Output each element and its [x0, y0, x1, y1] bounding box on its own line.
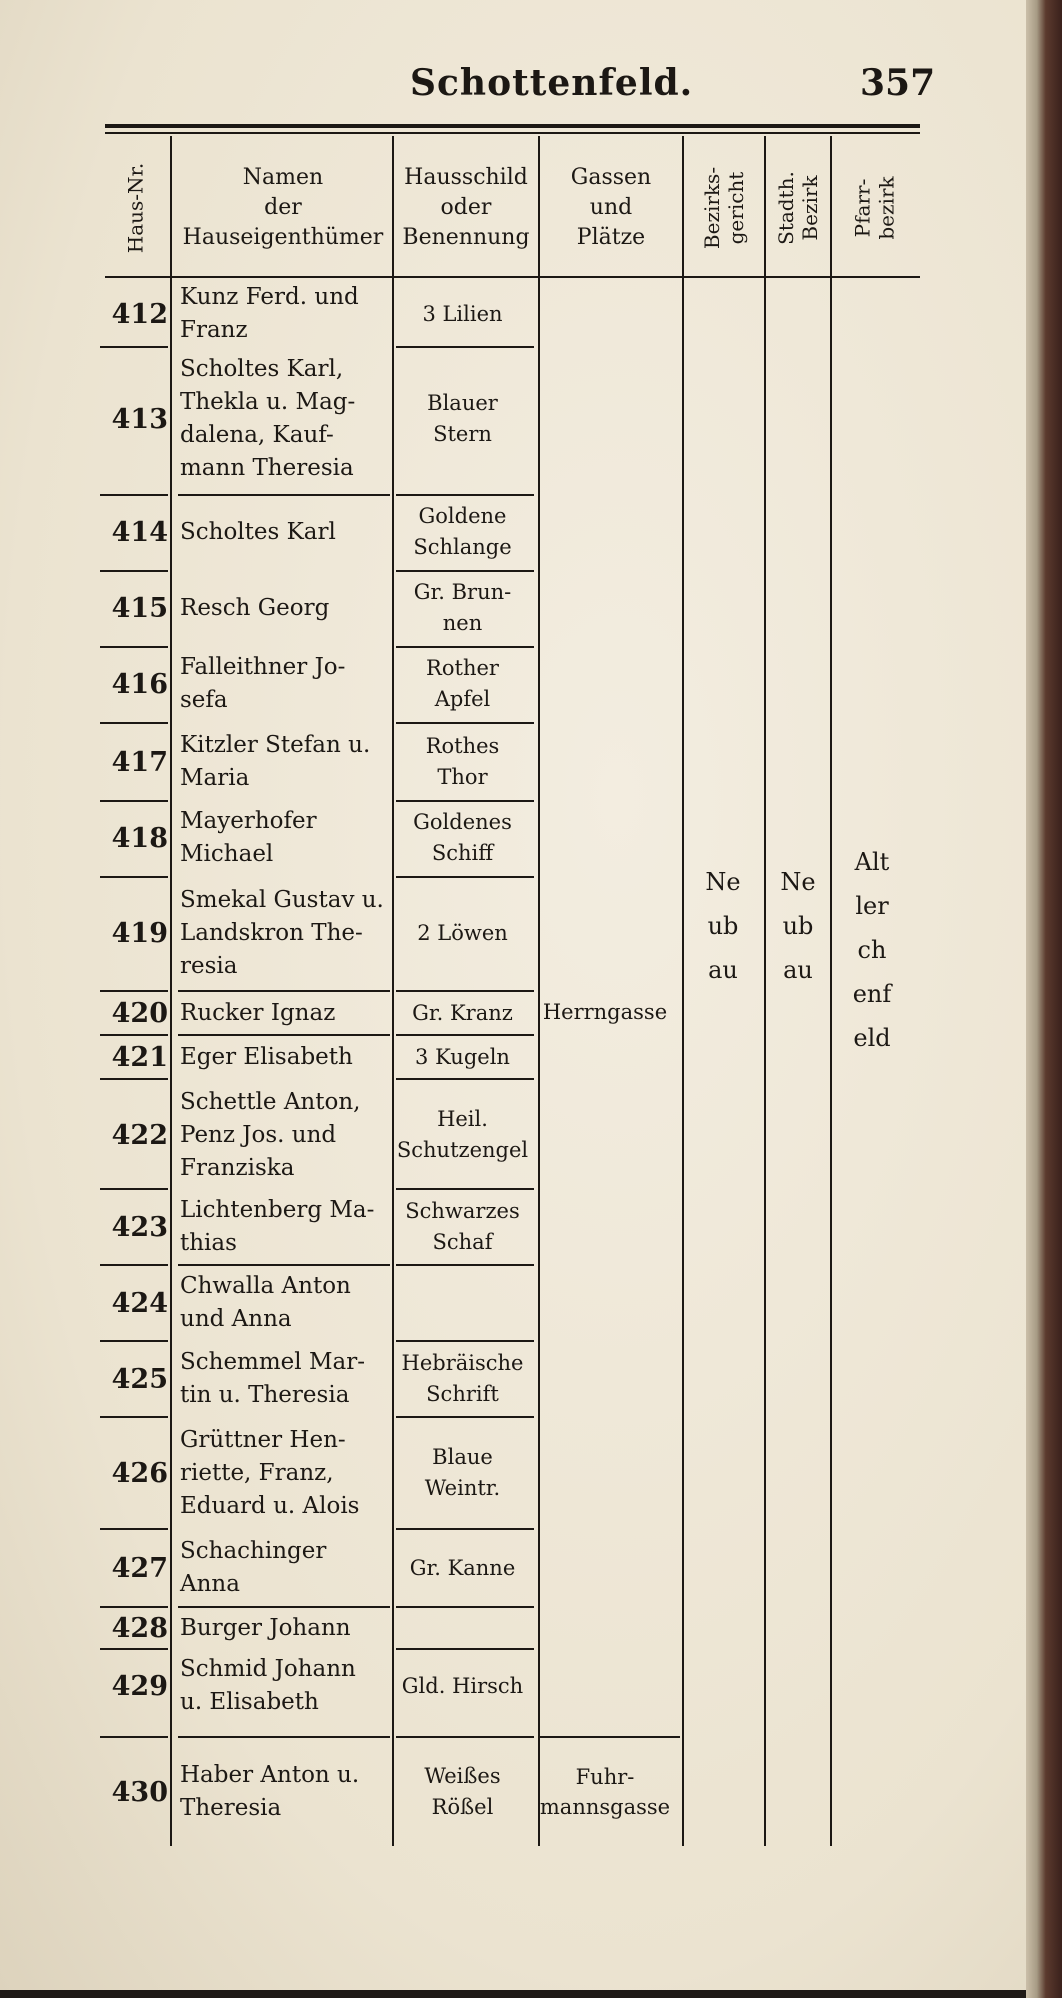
house-number: 414 — [111, 516, 168, 548]
row-divider — [178, 494, 390, 496]
house-sign: Gr. Kranz — [412, 1000, 513, 1025]
house-sign: Weißes Rößel — [424, 1764, 501, 1819]
house-number: 429 — [111, 1670, 168, 1702]
owner-name: Kunz Ferd. und Franz — [180, 284, 359, 343]
house-sign: 3 Kugeln — [415, 1044, 510, 1069]
row-divider — [396, 1188, 534, 1190]
house-sign: Blauer Stern — [427, 391, 498, 446]
house-number: 421 — [111, 1041, 168, 1073]
owner-name: Rucker Ignaz — [180, 999, 336, 1026]
house-sign: Heil. Schutzengel — [396, 1107, 529, 1162]
house-sign: 3 Lilien — [422, 301, 503, 326]
table-row — [0, 1266, 1030, 1340]
house-number: 425 — [111, 1363, 168, 1395]
house-number: 430 — [111, 1776, 168, 1808]
table-row — [0, 1608, 1030, 1648]
owner-name: Schmid Johann u. Elisabeth — [180, 1656, 356, 1715]
table-row — [0, 1418, 1030, 1528]
row-divider — [178, 990, 390, 992]
row-divider — [100, 722, 168, 724]
header-haus-nr: Haus-Nr. — [123, 162, 147, 253]
row-divider — [100, 1606, 168, 1608]
row-divider — [178, 1606, 390, 1608]
row-divider — [100, 1188, 168, 1190]
house-sign: Rothes Thor — [425, 734, 500, 789]
row-divider — [100, 494, 168, 496]
top-rule — [105, 124, 920, 128]
owner-name: Haber Anton u. Theresia — [180, 1762, 360, 1821]
house-sign: Gr. Kanne — [409, 1555, 516, 1580]
table-row — [0, 1190, 1030, 1264]
house-number: 427 — [111, 1552, 168, 1584]
house-number: 423 — [111, 1211, 168, 1243]
table-row — [0, 1080, 1030, 1190]
owner-name: Scholtes Karl, Thekla u. Mag- dalena, Kauf- mann Theresia — [180, 356, 356, 481]
row-divider — [396, 800, 534, 802]
house-number: 426 — [111, 1457, 168, 1489]
table-row — [0, 496, 1030, 568]
house-number: 417 — [111, 746, 168, 778]
row-divider — [396, 1034, 534, 1036]
table-row — [0, 1530, 1030, 1606]
house-number: 413 — [111, 403, 168, 435]
house-sign: 2 Löwen — [417, 920, 508, 945]
house-number: 415 — [111, 592, 168, 624]
row-divider — [100, 800, 168, 802]
house-number: 416 — [111, 668, 168, 700]
row-divider — [100, 1034, 168, 1036]
table-row — [0, 1742, 1030, 1842]
owner-name: Mayerhofer Michael — [180, 808, 317, 867]
owner-name: Resch Georg — [180, 594, 330, 621]
owner-name: Schemmel Mar- tin u. Theresia — [180, 1349, 365, 1408]
row-divider — [100, 1416, 168, 1418]
row-divider — [396, 1416, 534, 1418]
row-divider — [396, 876, 534, 878]
row-divider — [396, 1648, 534, 1650]
house-sign: Hebräische Schrift — [401, 1351, 524, 1406]
owner-name: Schachinger Anna — [180, 1538, 327, 1597]
row-divider — [178, 1034, 390, 1036]
row-divider — [100, 1648, 168, 1650]
row-divider — [396, 646, 534, 648]
header-bezirksgericht: Bezirks- gericht — [700, 166, 749, 249]
house-number: 419 — [111, 917, 168, 949]
row-divider — [396, 990, 534, 992]
house-sign: Goldene Schlange — [413, 504, 512, 559]
row-divider — [396, 570, 534, 572]
header-rule — [105, 276, 920, 278]
top-rule-thin — [105, 132, 920, 134]
stadth-bezirk-value: Neubau — [780, 868, 816, 984]
row-divider — [396, 346, 534, 348]
house-sign: Goldenes Schiff — [413, 810, 512, 865]
row-divider — [396, 722, 534, 724]
bezirksgericht-value: Neubau — [705, 868, 741, 984]
row-divider — [396, 494, 534, 496]
table-row — [0, 572, 1030, 644]
table-row — [0, 1650, 1030, 1722]
row-divider — [100, 646, 168, 648]
row-divider — [396, 1528, 534, 1530]
row-divider — [100, 876, 168, 878]
row-divider — [100, 1264, 168, 1266]
page-number: 357 — [860, 62, 936, 104]
table-row — [0, 282, 1030, 346]
row-divider — [396, 1736, 534, 1738]
owner-name: Lichtenberg Ma- thias — [180, 1197, 375, 1256]
row-divider — [540, 1736, 680, 1738]
house-number: 418 — [111, 822, 168, 854]
house-sign: Blaue Weintr. — [424, 1445, 501, 1500]
header-namen: Namen der Hauseigenthümer — [182, 164, 384, 250]
row-divider — [100, 346, 168, 348]
row-divider — [396, 1606, 534, 1608]
house-number: 428 — [111, 1612, 168, 1644]
pfarr-bezirk-value: Altlerchenfeld — [852, 848, 892, 1052]
owner-name: Schettle Anton, Penz Jos. und Franziska — [180, 1088, 361, 1181]
street-name: Fuhr- mannsgasse — [539, 1765, 671, 1819]
row-divider — [396, 1340, 534, 1342]
row-divider — [100, 990, 168, 992]
house-sign: Gr. Brun- nen — [413, 580, 512, 635]
row-divider — [178, 1736, 390, 1738]
header-hausschild: Hausschild oder Benennung — [402, 164, 530, 250]
house-number: 424 — [111, 1287, 168, 1319]
header-gassen: Gassen und Plätze — [570, 164, 652, 250]
house-number: 422 — [111, 1119, 168, 1151]
row-divider — [100, 1078, 168, 1080]
owner-name: Smekal Gustav u. Landskron The- resia — [180, 886, 384, 979]
row-divider — [178, 1264, 390, 1266]
street-name: Herrngasse — [542, 1000, 668, 1024]
header-stadth-bezirk: Stadth. Bezirk — [774, 170, 822, 245]
row-divider — [396, 1078, 534, 1080]
row-divider — [100, 1528, 168, 1530]
owner-name: Scholtes Karl — [180, 518, 336, 545]
house-sign — [395, 1266, 530, 1340]
house-sign — [395, 1608, 530, 1648]
house-sign: Gld. Hirsch — [401, 1673, 524, 1698]
row-divider — [100, 1736, 168, 1738]
house-sign: Rother Apfel — [426, 656, 499, 711]
owner-name: Eger Elisabeth — [180, 1043, 353, 1070]
running-head: Schottenfeld. — [410, 62, 694, 104]
owner-name: Grüttner Hen- riette, Franz, Eduard u. Alois — [180, 1426, 360, 1519]
header-pfarr-bezirk: Pfarr- bezirk — [850, 175, 899, 240]
owner-name: Burger Johann — [180, 1614, 351, 1641]
house-number: 412 — [111, 298, 168, 330]
owner-name: Chwalla Anton und Anna — [180, 1273, 351, 1332]
row-divider — [100, 1340, 168, 1342]
table-row — [0, 1342, 1030, 1416]
row-divider — [100, 570, 168, 572]
book-edge — [1026, 0, 1062, 1998]
owner-name: Falleithner Jo- sefa — [180, 654, 346, 713]
house-number: 420 — [111, 997, 168, 1029]
owner-name: Kitzler Stefan u. Maria — [180, 732, 371, 791]
house-sign: Schwarzes Schaf — [405, 1199, 520, 1254]
row-divider — [396, 1264, 534, 1266]
table-row — [0, 648, 1030, 720]
table-row — [0, 724, 1030, 800]
table-row — [0, 346, 1030, 492]
